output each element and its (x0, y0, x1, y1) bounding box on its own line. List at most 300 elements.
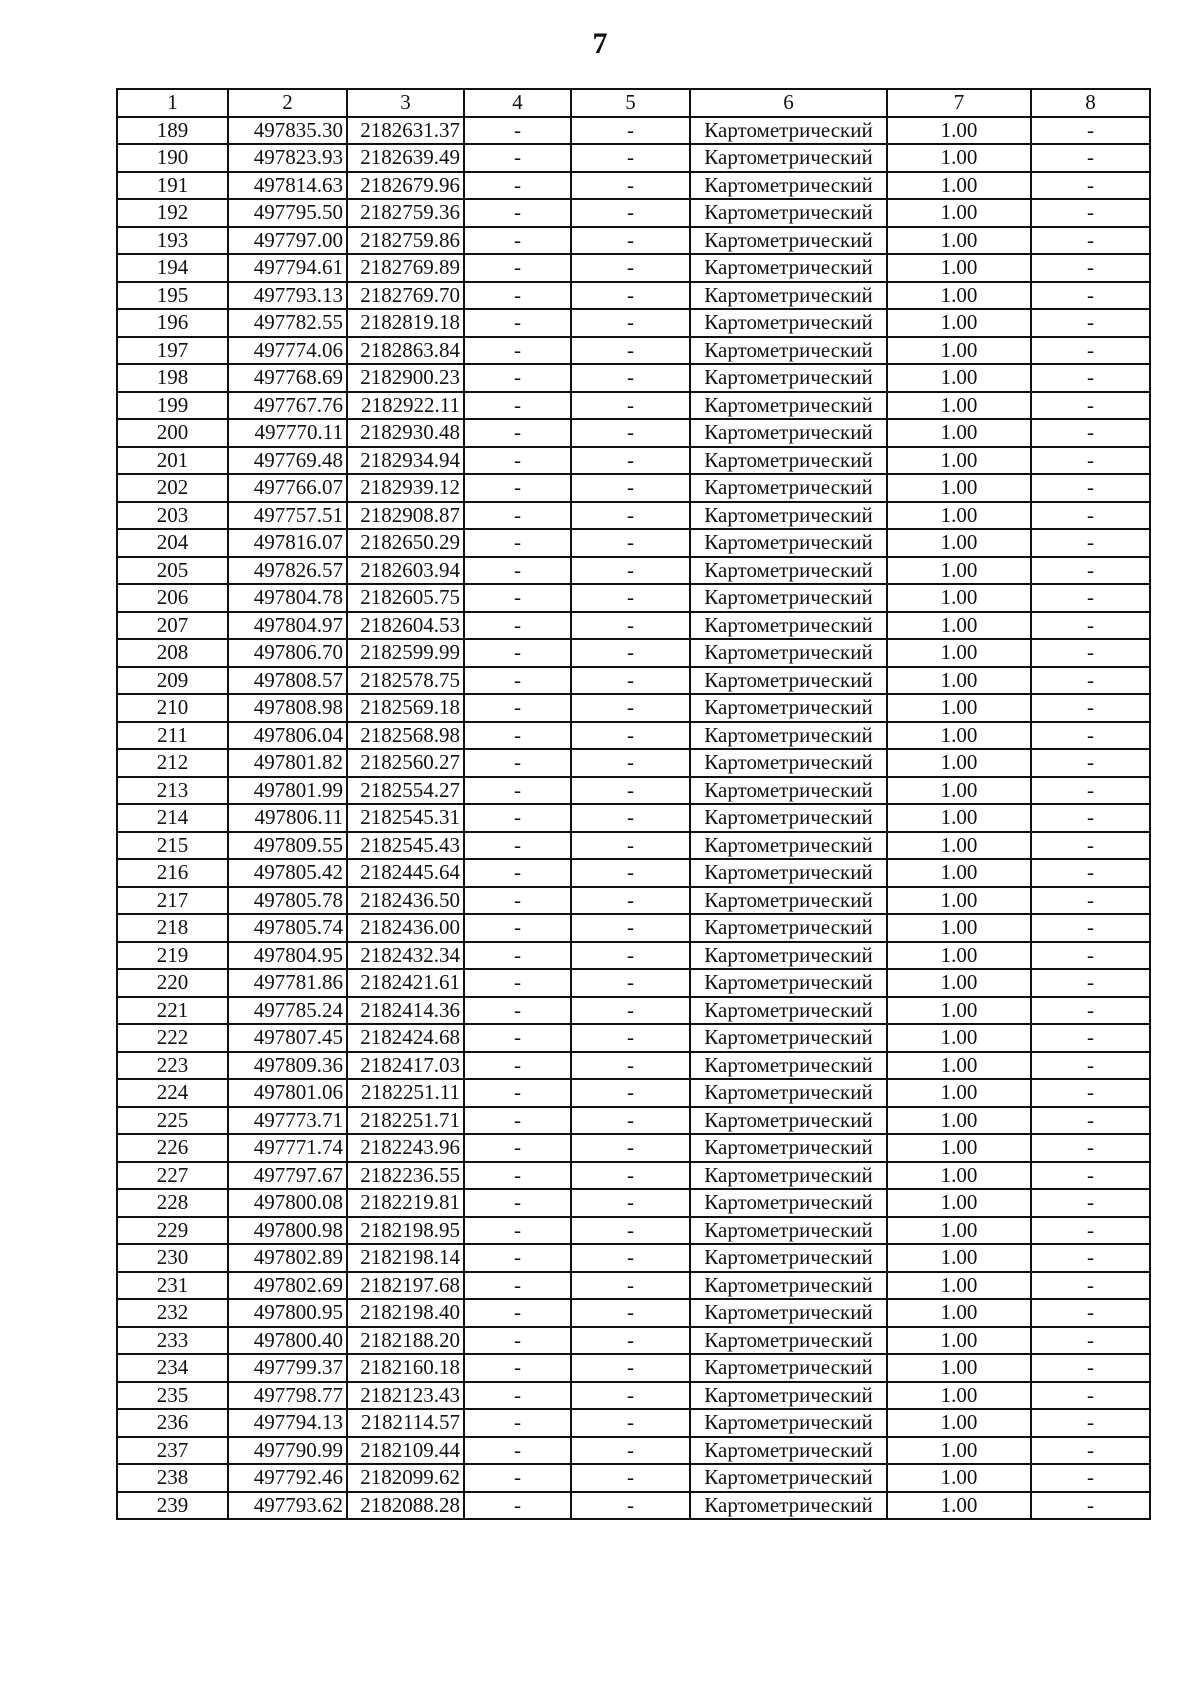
table-row (117, 832, 1150, 860)
col8-cell: - (1031, 309, 1150, 337)
col5-cell: - (571, 1464, 690, 1492)
col4-cell: - (464, 254, 571, 282)
col4-cell: - (464, 419, 571, 447)
col5-cell: - (571, 364, 690, 392)
col8-cell: - (1031, 1079, 1150, 1107)
point-number-cell: 203 (117, 502, 228, 530)
page-number: 7 (592, 27, 608, 60)
col8-cell: - (1031, 419, 1150, 447)
table-row (117, 254, 1150, 282)
y-coordinate-cell: 2182759.86 (347, 227, 464, 255)
table-row (117, 997, 1150, 1025)
col5-cell: - (571, 447, 690, 475)
col4-cell: - (464, 1464, 571, 1492)
method-cell: Картометрический (690, 1189, 887, 1217)
col4-cell: - (464, 832, 571, 860)
col8-cell: - (1031, 1437, 1150, 1465)
x-coordinate-cell: 497800.40 (228, 1327, 347, 1355)
x-coordinate-cell: 497785.24 (228, 997, 347, 1025)
table-row (117, 1217, 1150, 1245)
col5-cell: - (571, 694, 690, 722)
table-row (117, 172, 1150, 200)
point-number-cell: 204 (117, 529, 228, 557)
table-row (117, 612, 1150, 640)
x-coordinate-cell: 497807.45 (228, 1024, 347, 1052)
point-number-cell: 233 (117, 1327, 228, 1355)
y-coordinate-cell: 2182421.61 (347, 969, 464, 997)
col5-cell: - (571, 1354, 690, 1382)
method-cell: Картометрический (690, 777, 887, 805)
point-number-cell: 213 (117, 777, 228, 805)
y-coordinate-cell: 2182603.94 (347, 557, 464, 585)
col5-cell: - (571, 639, 690, 667)
col8-cell: - (1031, 502, 1150, 530)
col5-cell: - (571, 557, 690, 585)
table-row (117, 914, 1150, 942)
method-cell: Картометрический (690, 1464, 887, 1492)
col4-cell: - (464, 529, 571, 557)
col8-cell: - (1031, 722, 1150, 750)
y-coordinate-cell: 2182599.99 (347, 639, 464, 667)
col5-cell: - (571, 529, 690, 557)
accuracy-cell: 1.00 (887, 1162, 1031, 1190)
col5-cell: - (571, 997, 690, 1025)
table-row (117, 1437, 1150, 1465)
point-number-cell: 198 (117, 364, 228, 392)
x-coordinate-cell: 497802.89 (228, 1244, 347, 1272)
accuracy-cell: 1.00 (887, 1052, 1031, 1080)
col5-cell: - (571, 969, 690, 997)
column-header: 6 (690, 89, 887, 117)
y-coordinate-cell: 2182560.27 (347, 749, 464, 777)
method-cell: Картометрический (690, 1382, 887, 1410)
table-row (117, 667, 1150, 695)
y-coordinate-cell: 2182679.96 (347, 172, 464, 200)
y-coordinate-cell: 2182160.18 (347, 1354, 464, 1382)
col8-cell: - (1031, 337, 1150, 365)
accuracy-cell: 1.00 (887, 144, 1031, 172)
coordinates-table (116, 88, 1151, 1520)
y-coordinate-cell: 2182604.53 (347, 612, 464, 640)
column-header: 1 (117, 89, 228, 117)
col5-cell: - (571, 1382, 690, 1410)
table-row (117, 1354, 1150, 1382)
accuracy-cell: 1.00 (887, 749, 1031, 777)
y-coordinate-cell: 2182900.23 (347, 364, 464, 392)
header-row (117, 89, 1150, 117)
y-coordinate-cell: 2182436.50 (347, 887, 464, 915)
col8-cell: - (1031, 1327, 1150, 1355)
table-row (117, 1382, 1150, 1410)
col5-cell: - (571, 612, 690, 640)
y-coordinate-cell: 2182578.75 (347, 667, 464, 695)
y-coordinate-cell: 2182123.43 (347, 1382, 464, 1410)
x-coordinate-cell: 497804.95 (228, 942, 347, 970)
col8-cell: - (1031, 997, 1150, 1025)
col8-cell: - (1031, 172, 1150, 200)
point-number-cell: 197 (117, 337, 228, 365)
y-coordinate-cell: 2182243.96 (347, 1134, 464, 1162)
col5-cell: - (571, 667, 690, 695)
col8-cell: - (1031, 1272, 1150, 1300)
x-coordinate-cell: 497770.11 (228, 419, 347, 447)
col5-cell: - (571, 227, 690, 255)
point-number-cell: 237 (117, 1437, 228, 1465)
method-cell: Картометрический (690, 227, 887, 255)
point-number-cell: 225 (117, 1107, 228, 1135)
col8-cell: - (1031, 887, 1150, 915)
accuracy-cell: 1.00 (887, 997, 1031, 1025)
point-number-cell: 219 (117, 942, 228, 970)
col4-cell: - (464, 777, 571, 805)
accuracy-cell: 1.00 (887, 832, 1031, 860)
table-row (117, 1327, 1150, 1355)
y-coordinate-cell: 2182251.71 (347, 1107, 464, 1135)
table-row (117, 1189, 1150, 1217)
col8-cell: - (1031, 364, 1150, 392)
table-row (117, 419, 1150, 447)
col4-cell: - (464, 1189, 571, 1217)
table-row (117, 474, 1150, 502)
point-number-cell: 226 (117, 1134, 228, 1162)
table-row (117, 804, 1150, 832)
method-cell: Картометрический (690, 529, 887, 557)
accuracy-cell: 1.00 (887, 1492, 1031, 1520)
col8-cell: - (1031, 447, 1150, 475)
table-row (117, 887, 1150, 915)
accuracy-cell: 1.00 (887, 1437, 1031, 1465)
method-cell: Картометрический (690, 309, 887, 337)
point-number-cell: 223 (117, 1052, 228, 1080)
col5-cell: - (571, 1409, 690, 1437)
col4-cell: - (464, 969, 571, 997)
table-row (117, 584, 1150, 612)
col5-cell: - (571, 804, 690, 832)
method-cell: Картометрический (690, 694, 887, 722)
x-coordinate-cell: 497774.06 (228, 337, 347, 365)
point-number-cell: 221 (117, 997, 228, 1025)
table-row (117, 117, 1150, 145)
accuracy-cell: 1.00 (887, 282, 1031, 310)
col8-cell: - (1031, 117, 1150, 145)
col5-cell: - (571, 392, 690, 420)
column-header: 7 (887, 89, 1031, 117)
y-coordinate-cell: 2182819.18 (347, 309, 464, 337)
accuracy-cell: 1.00 (887, 419, 1031, 447)
x-coordinate-cell: 497795.50 (228, 199, 347, 227)
table-row (117, 969, 1150, 997)
accuracy-cell: 1.00 (887, 804, 1031, 832)
col8-cell: - (1031, 392, 1150, 420)
y-coordinate-cell: 2182198.40 (347, 1299, 464, 1327)
col4-cell: - (464, 364, 571, 392)
point-number-cell: 190 (117, 144, 228, 172)
method-cell: Картометрический (690, 804, 887, 832)
y-coordinate-cell: 2182930.48 (347, 419, 464, 447)
col5-cell: - (571, 474, 690, 502)
table-row (117, 364, 1150, 392)
method-cell: Картометрический (690, 1162, 887, 1190)
x-coordinate-cell: 497800.08 (228, 1189, 347, 1217)
col4-cell: - (464, 1492, 571, 1520)
y-coordinate-cell: 2182197.68 (347, 1272, 464, 1300)
y-coordinate-cell: 2182769.70 (347, 282, 464, 310)
y-coordinate-cell: 2182109.44 (347, 1437, 464, 1465)
method-cell: Картометрический (690, 914, 887, 942)
point-number-cell: 217 (117, 887, 228, 915)
accuracy-cell: 1.00 (887, 612, 1031, 640)
y-coordinate-cell: 2182650.29 (347, 529, 464, 557)
point-number-cell: 209 (117, 667, 228, 695)
table-row (117, 309, 1150, 337)
col4-cell: - (464, 144, 571, 172)
col4-cell: - (464, 309, 571, 337)
method-cell: Картометрический (690, 1437, 887, 1465)
y-coordinate-cell: 2182432.34 (347, 942, 464, 970)
y-coordinate-cell: 2182922.11 (347, 392, 464, 420)
table-row (117, 282, 1150, 310)
col5-cell: - (571, 1244, 690, 1272)
x-coordinate-cell: 497790.99 (228, 1437, 347, 1465)
col5-cell: - (571, 419, 690, 447)
y-coordinate-cell: 2182554.27 (347, 777, 464, 805)
col5-cell: - (571, 777, 690, 805)
y-coordinate-cell: 2182188.20 (347, 1327, 464, 1355)
col8-cell: - (1031, 1409, 1150, 1437)
col4-cell: - (464, 667, 571, 695)
col4-cell: - (464, 199, 571, 227)
x-coordinate-cell: 497757.51 (228, 502, 347, 530)
col5-cell: - (571, 309, 690, 337)
y-coordinate-cell: 2182908.87 (347, 502, 464, 530)
col8-cell: - (1031, 832, 1150, 860)
col8-cell: - (1031, 639, 1150, 667)
x-coordinate-cell: 497793.62 (228, 1492, 347, 1520)
col5-cell: - (571, 1052, 690, 1080)
method-cell: Картометрический (690, 199, 887, 227)
accuracy-cell: 1.00 (887, 1024, 1031, 1052)
col4-cell: - (464, 1327, 571, 1355)
col8-cell: - (1031, 1162, 1150, 1190)
col8-cell: - (1031, 584, 1150, 612)
y-coordinate-cell: 2182414.36 (347, 997, 464, 1025)
method-cell: Картометрический (690, 639, 887, 667)
accuracy-cell: 1.00 (887, 392, 1031, 420)
method-cell: Картометрический (690, 1327, 887, 1355)
col5-cell: - (571, 1024, 690, 1052)
y-coordinate-cell: 2182198.14 (347, 1244, 464, 1272)
accuracy-cell: 1.00 (887, 474, 1031, 502)
table-row (117, 502, 1150, 530)
col4-cell: - (464, 1079, 571, 1107)
point-number-cell: 232 (117, 1299, 228, 1327)
table-row (117, 1052, 1150, 1080)
accuracy-cell: 1.00 (887, 667, 1031, 695)
y-coordinate-cell: 2182219.81 (347, 1189, 464, 1217)
col5-cell: - (571, 887, 690, 915)
col8-cell: - (1031, 612, 1150, 640)
x-coordinate-cell: 497806.11 (228, 804, 347, 832)
table-row (117, 199, 1150, 227)
point-number-cell: 191 (117, 172, 228, 200)
x-coordinate-cell: 497801.82 (228, 749, 347, 777)
table-row (117, 227, 1150, 255)
y-coordinate-cell: 2182769.89 (347, 254, 464, 282)
accuracy-cell: 1.00 (887, 584, 1031, 612)
accuracy-cell: 1.00 (887, 914, 1031, 942)
column-header: 2 (228, 89, 347, 117)
accuracy-cell: 1.00 (887, 1272, 1031, 1300)
y-coordinate-cell: 2182568.98 (347, 722, 464, 750)
x-coordinate-cell: 497799.37 (228, 1354, 347, 1382)
method-cell: Картометрический (690, 392, 887, 420)
col8-cell: - (1031, 227, 1150, 255)
y-coordinate-cell: 2182417.03 (347, 1052, 464, 1080)
method-cell: Картометрический (690, 1272, 887, 1300)
table-row (117, 144, 1150, 172)
method-cell: Картометрический (690, 172, 887, 200)
column-header: 8 (1031, 89, 1150, 117)
x-coordinate-cell: 497809.36 (228, 1052, 347, 1080)
col8-cell: - (1031, 1464, 1150, 1492)
x-coordinate-cell: 497781.86 (228, 969, 347, 997)
accuracy-cell: 1.00 (887, 117, 1031, 145)
accuracy-cell: 1.00 (887, 1382, 1031, 1410)
method-cell: Картометрический (690, 969, 887, 997)
x-coordinate-cell: 497805.78 (228, 887, 347, 915)
col8-cell: - (1031, 804, 1150, 832)
col4-cell: - (464, 612, 571, 640)
col4-cell: - (464, 804, 571, 832)
point-number-cell: 231 (117, 1272, 228, 1300)
column-header: 3 (347, 89, 464, 117)
point-number-cell: 192 (117, 199, 228, 227)
y-coordinate-cell: 2182934.94 (347, 447, 464, 475)
point-number-cell: 193 (117, 227, 228, 255)
table-row (117, 1024, 1150, 1052)
accuracy-cell: 1.00 (887, 942, 1031, 970)
point-number-cell: 229 (117, 1217, 228, 1245)
column-header: 5 (571, 89, 690, 117)
method-cell: Картометрический (690, 722, 887, 750)
col5-cell: - (571, 1299, 690, 1327)
col8-cell: - (1031, 1052, 1150, 1080)
col4-cell: - (464, 392, 571, 420)
accuracy-cell: 1.00 (887, 199, 1031, 227)
accuracy-cell: 1.00 (887, 969, 1031, 997)
col8-cell: - (1031, 529, 1150, 557)
point-number-cell: 207 (117, 612, 228, 640)
table-row (117, 1162, 1150, 1190)
method-cell: Картометрический (690, 749, 887, 777)
method-cell: Картометрический (690, 447, 887, 475)
table-row (117, 722, 1150, 750)
accuracy-cell: 1.00 (887, 502, 1031, 530)
col4-cell: - (464, 887, 571, 915)
table-row (117, 337, 1150, 365)
col4-cell: - (464, 639, 571, 667)
method-cell: Картометрический (690, 997, 887, 1025)
table-row (117, 1134, 1150, 1162)
method-cell: Картометрический (690, 1134, 887, 1162)
accuracy-cell: 1.00 (887, 1107, 1031, 1135)
table-row (117, 859, 1150, 887)
accuracy-cell: 1.00 (887, 227, 1031, 255)
point-number-cell: 235 (117, 1382, 228, 1410)
col8-cell: - (1031, 1134, 1150, 1162)
col5-cell: - (571, 1437, 690, 1465)
point-number-cell: 212 (117, 749, 228, 777)
col5-cell: - (571, 1272, 690, 1300)
col8-cell: - (1031, 254, 1150, 282)
accuracy-cell: 1.00 (887, 694, 1031, 722)
x-coordinate-cell: 497768.69 (228, 364, 347, 392)
col4-cell: - (464, 557, 571, 585)
table-row (117, 1272, 1150, 1300)
col4-cell: - (464, 1024, 571, 1052)
accuracy-cell: 1.00 (887, 309, 1031, 337)
y-coordinate-cell: 2182251.11 (347, 1079, 464, 1107)
col4-cell: - (464, 447, 571, 475)
col8-cell: - (1031, 144, 1150, 172)
point-number-cell: 202 (117, 474, 228, 502)
method-cell: Картометрический (690, 1079, 887, 1107)
y-coordinate-cell: 2182863.84 (347, 337, 464, 365)
accuracy-cell: 1.00 (887, 1327, 1031, 1355)
table-row (117, 639, 1150, 667)
col8-cell: - (1031, 914, 1150, 942)
point-number-cell: 238 (117, 1464, 228, 1492)
y-coordinate-cell: 2182445.64 (347, 859, 464, 887)
table-row (117, 392, 1150, 420)
y-coordinate-cell: 2182436.00 (347, 914, 464, 942)
col8-cell: - (1031, 199, 1150, 227)
table-body (117, 117, 1150, 1520)
col4-cell: - (464, 1437, 571, 1465)
col4-cell: - (464, 694, 571, 722)
col5-cell: - (571, 832, 690, 860)
col8-cell: - (1031, 1189, 1150, 1217)
x-coordinate-cell: 497808.98 (228, 694, 347, 722)
col5-cell: - (571, 1492, 690, 1520)
col4-cell: - (464, 1382, 571, 1410)
col4-cell: - (464, 859, 571, 887)
x-coordinate-cell: 497771.74 (228, 1134, 347, 1162)
point-number-cell: 216 (117, 859, 228, 887)
x-coordinate-cell: 497798.77 (228, 1382, 347, 1410)
x-coordinate-cell: 497823.93 (228, 144, 347, 172)
y-coordinate-cell: 2182759.36 (347, 199, 464, 227)
col4-cell: - (464, 1354, 571, 1382)
x-coordinate-cell: 497804.78 (228, 584, 347, 612)
y-coordinate-cell: 2182545.43 (347, 832, 464, 860)
table-row (117, 1409, 1150, 1437)
col8-cell: - (1031, 474, 1150, 502)
col5-cell: - (571, 914, 690, 942)
col5-cell: - (571, 1327, 690, 1355)
x-coordinate-cell: 497814.63 (228, 172, 347, 200)
col4-cell: - (464, 227, 571, 255)
method-cell: Картометрический (690, 117, 887, 145)
point-number-cell: 201 (117, 447, 228, 475)
accuracy-cell: 1.00 (887, 1244, 1031, 1272)
col5-cell: - (571, 199, 690, 227)
accuracy-cell: 1.00 (887, 1189, 1031, 1217)
col8-cell: - (1031, 969, 1150, 997)
x-coordinate-cell: 497816.07 (228, 529, 347, 557)
point-number-cell: 218 (117, 914, 228, 942)
col8-cell: - (1031, 1382, 1150, 1410)
